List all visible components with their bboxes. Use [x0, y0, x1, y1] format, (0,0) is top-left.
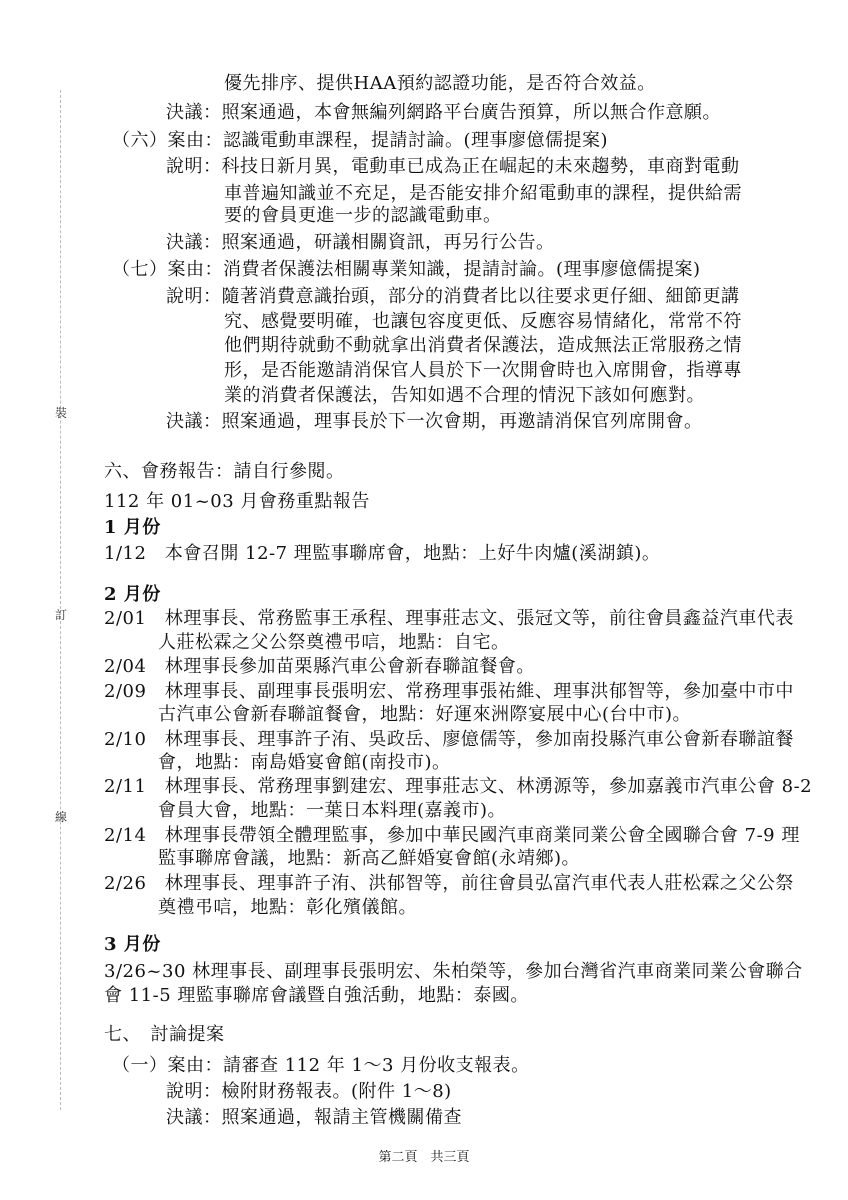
text-line: 決議：照案通過，理事長於下一次會期，再邀請消保官列席開會。 [166, 411, 703, 432]
text-line: 人莊松霖之父公祭奠禮弔唁，地點：自宅。 [158, 632, 510, 653]
text-line: 3/26~30 林理事長、副理事長張明宏、朱柏榮等，參加台灣省汽車商業同業公會聯合 [104, 961, 803, 982]
text-line: 決議：照案通過，研議相關資訊，再另行公告。 [166, 232, 555, 253]
text-line: 2/09 林理事長、副理事長張明宏、常務理事張祐維、理事洪郁智等，參加臺中市中 [104, 681, 794, 702]
report-title: 112 年 01~03 月會務重點報告 [104, 491, 370, 512]
text-line: 決議：照案通過，報請主管機關備查 [166, 1107, 462, 1128]
text-line: 奠禮弔唁，地點：彰化殯儀館。 [158, 897, 417, 918]
page-footer: 第二頁 共三頁 [378, 1150, 470, 1165]
text-line: 2/14 林理事長帶領全體理監事，參加中華民國汽車商業同業公會全國聯合會 7-9 理 [104, 825, 800, 846]
text-line: 1/12 本會召開 12-7 理監事聯席會，地點：上好牛肉爐(溪湖鎮)。 [104, 543, 661, 564]
text-line: 會員大會，地點：一葉日本料理(嘉義市)。 [158, 800, 507, 821]
text-line: 說明：隨著消費意識抬頭，部分的消費者比以往要求更仔細、細節更講 [166, 286, 740, 307]
binding-mark-1: 裝 [55, 406, 68, 420]
text-line: 2/04 林理事長參加苗栗縣汽車公會新春聯誼餐會。 [104, 656, 535, 677]
binding-mark-2: 訂 [55, 608, 68, 622]
section-heading: 六、會務報告：請自行參閱。 [104, 461, 345, 482]
text-line: 古汽車公會新春聯誼餐會，地點：好運來洲際宴展中心(台中市)。 [158, 704, 692, 725]
text-line: 監事聯席會議，地點：新高乙鮮婚宴會館(永靖鄉)。 [158, 848, 581, 869]
text-line: 會 11-5 理監事聯席會議暨自強活動，地點：泰國。 [104, 985, 529, 1006]
month-heading: 1 月份 [104, 517, 161, 538]
text-line: 2/26 林理事長、理事許子洧、洪郁智等，前往會員弘富汽車代表人莊松霖之父公祭 [104, 873, 794, 894]
section-heading: 七、 討論提案 [104, 1024, 225, 1045]
text-line: 2/11 林理事長、常務理事劉建宏、理事莊志文、林湧源等，參加嘉義市汽車公會 8-2 [104, 776, 813, 797]
text-line: （六）案由：認識電動車課程，提請討論。(理事廖億儒提案) [112, 130, 609, 151]
text-line: 他們期待就動不動就拿出消費者保護法，造成無法正常服務之情 [224, 335, 742, 356]
month-heading: 3 月份 [104, 934, 161, 955]
binding-mark-3: 線 [55, 810, 68, 824]
text-line: 2/01 林理事長、常務監事王承程、理事莊志文、張冠文等，前往會員鑫益汽車代表 [104, 608, 794, 629]
binding-line [60, 90, 61, 1110]
text-line: 決議：照案通過，本會無編列網路平台廣告預算，所以無合作意願。 [166, 102, 721, 123]
text-line: 車普遍知識並不充足，是否能安排介紹電動車的課程，提供給需 [224, 183, 742, 204]
text-line: 說明：檢附財務報表。(附件 1～8) [166, 1081, 452, 1102]
text-line: 優先排序、提供HAA預約認證功能，是否符合效益。 [224, 73, 656, 94]
month-heading: 2 月份 [104, 584, 161, 605]
text-line: 究、感覺要明確，也讓包容度更低、反應容易情緒化，常常不符 [224, 311, 742, 332]
text-line: 業的消費者保護法，告知如遇不合理的情況下該如何應對。 [224, 385, 705, 406]
text-line: 形，是否能邀請消保官人員於下一次開會時也入席開會，指導專 [224, 360, 742, 381]
text-line: （七）案由：消費者保護法相關專業知識，提請討論。(理事廖億儒提案) [112, 259, 701, 280]
text-line: 要的會員更進一步的認識電動車。 [224, 205, 502, 226]
text-line: 2/10 林理事長、理事許子洧、吳政岳、廖億儒等，參加南投縣汽車公會新春聯誼餐 [104, 729, 794, 750]
text-line: 會，地點：南島婚宴會館(南投市)。 [158, 752, 451, 773]
text-line: （一）案由：請審查 112 年 1～3 月份收支報表。 [112, 1055, 530, 1076]
text-line: 說明：科技日新月異，電動車已成為正在崛起的未來趨勢，車商對電動 [166, 156, 740, 177]
